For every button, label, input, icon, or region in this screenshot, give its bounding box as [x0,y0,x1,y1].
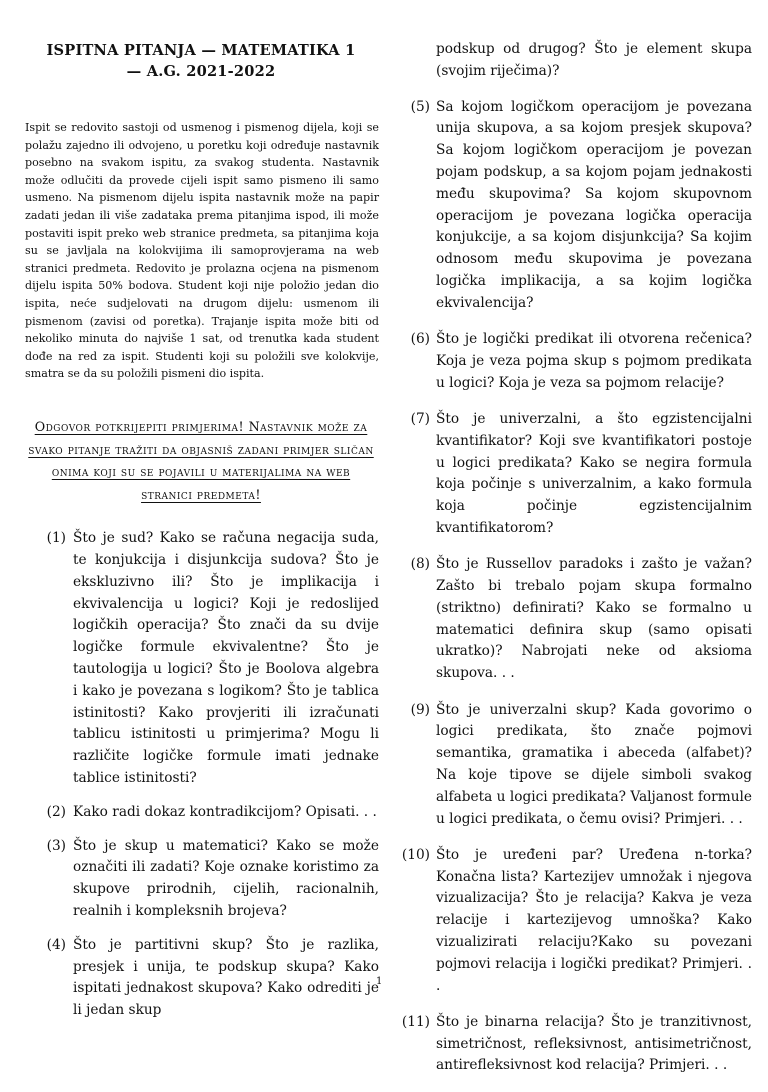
question-number: (6) [410,331,430,348]
question-number: (7) [410,410,430,427]
list-item [23,935,379,1022]
question-text: Sa kojom logičkom operacijom je povezana unija skupova, a sa kojom presjek skupova? Sa kojom logičkom operacijom je povezan pojam podskup, a sa kojom pojam jednakosti među skupovima? Sa kojom skupovnom operacijom je povezana logička operacija konjukcije, a sa kojom disjunkcija? Sa kojim odnosom među skupovima je povezana logička implikacija, a sa kojim logička ekvivalencija? [436,98,752,311]
list-item [23,836,379,923]
title-line-1: ISPITNA PITANJA — MATEMATIKA 1 [46,42,356,59]
list-item [406,329,752,394]
question-list-left [23,528,379,1022]
title-line-2: — A.G. 2021-2022 [126,63,276,80]
page-title [23,40,379,82]
left-column [23,40,379,1034]
question-number: (10) [401,846,430,863]
question-text: Što je uređeni par? Uređena n-torka? Konačna lista? Kartezijev umnožak i njegova vizualizacija? Što je relacija? Kakva je veza relacije i kartezijevog umnoška? Kako vizualizirati relaciju?Kako su povezani pojmovi relacija i logički predikat? Primjeri. . . [436,846,752,994]
question-number: (5) [410,98,430,115]
question-number: (4) [46,936,66,953]
question-4-continuation: podskup od drugog? Što je element skupa (svojim riječima)? [436,41,752,79]
question-number: (11) [401,1013,430,1030]
question-number: (8) [410,556,430,573]
list-item [406,554,752,685]
question-text: Što je partitivni skup? Što je razlika, presjek i unija, te podskup skupa? Kako ispitati jednakost skupova? Kako odrediti je li jedan skup [73,936,379,1019]
list-item [23,528,379,790]
question-number: (3) [46,837,66,854]
question-number: (1) [46,530,66,547]
list-item [23,802,379,824]
list-item [401,1012,752,1077]
question-text: Što je logički predikat ili otvorena rečenica? Koja je veza pojma skup s pojmom predikata u logici? Koja je veza sa pojmom relacije? [436,331,752,391]
question-text: Što je sud? Kako se računa negacija suda, te konjukcija i disjunkcija sudova? Što je ekskluzivno ili? Što je implikacija i ekvivalencija u logici? Koji je redoslijed logičkih operacija? Što znači da su dvije logičke formule ekvivalentne? Što je tautologija u logici? Što je Boolova algebra i kako je povezana s logikom? Što je tablica istinitosti? Kako provjeriti ili izračunati tablicu istinitosti u primjerima? Mogu li različite logičke formule imati jednake tablice istinitosti? [73,530,379,787]
question-text: Što je skup u matematici? Kako se može označiti ili zadati? Koje oznake koristimo za skupove prirodnih, cijelih, racionalnih, realnih i kompleksnih brojeva? [73,837,379,920]
list-item [406,97,752,315]
question-text: Što je univerzalni, a što egzistencijalni kvantifikator? Koji sve kvantifikatori postoje u logici predikata? Kako se negira formula koja počinje s univerzalnim, a kako formula koja počinje egzistencijalnim kvantifikatorom? [436,410,752,536]
question-list-right [401,97,752,1078]
list-item [401,845,752,998]
question-text: Što je Russellov paradoks i zašto je važan? Zašto bi trebalo pojam skupa formalno (striktno) definirati? Kako se formalno u matematici definira skup (samo opisati ukratko)? Nabrojati neke od aksioma skupova. . . [436,556,752,682]
list-item [406,700,752,831]
question-text: Što je binarna relacija? Što je tranzitivnost, simetričnost, refleksivnost, antisimetričnost, antirefleksivnost kod relacija? Primjeri. . . [436,1013,752,1074]
list-item [406,409,752,540]
question-text: Kako radi dokaz kontradikcijom? Opisati. . . [73,803,377,820]
page-number: 1 [376,976,383,987]
intro-paragraph: Ispit se redovito sastoji od usmenog i pismenog dijela, koji se polažu zajedno ili odvojeno, u poretku koji određuje nastavnik posebno na svakom ispitu, za svakog studenta. Nastavnik može odlučiti da provede cijeli ispit samo pismeno ili samo usmeno. Na pismenom dijelu ispita nastavnik može na papir zadati jedan ili više zadataka prema pitanjima ispod, ili može postaviti ispit preko web stranice predmeta, sa pitanjima koja su se javljala na kolokvijima ili samoprovjerama na web stranici predmeta. Redovito je prolazna ocjena na pismenom dijelu ispita 50% bodova. Student koji nije položio jedan dio ispita, neće sudjelovati na drugom dijelu: usmenom ili pismenom (zavisi od poretka). Trajanje ispita može biti od nekoliko minuta do najviše 1 sat, od trenutka kada student dođe na red za ispit. Studenti koji su položili sve kolokvije, smatra se da su položili pismeni dio ispita. [25,121,379,381]
question-number: (2) [46,803,66,820]
notice-text: Odgovor potkrijepiti primjerima! Nastavnik može za svako pitanje tražiti da objasniš zadani primjer sličan onima koji su se pojavili u materijalima na web stranici predmeta! [28,418,374,502]
question-text: Što je univerzalni skup? Kada govorimo o logici predikata, što znače pojmovi semantika, gramatika i abeceda (alfabet)? Na koje tipove se dijele simboli svakog alfabeta u logici predikata? Valjanost formule u logici predikata, o čemu ovisi? Primjeri. . . [436,701,752,827]
right-column [401,39,752,1092]
question-number: (9) [410,701,430,718]
